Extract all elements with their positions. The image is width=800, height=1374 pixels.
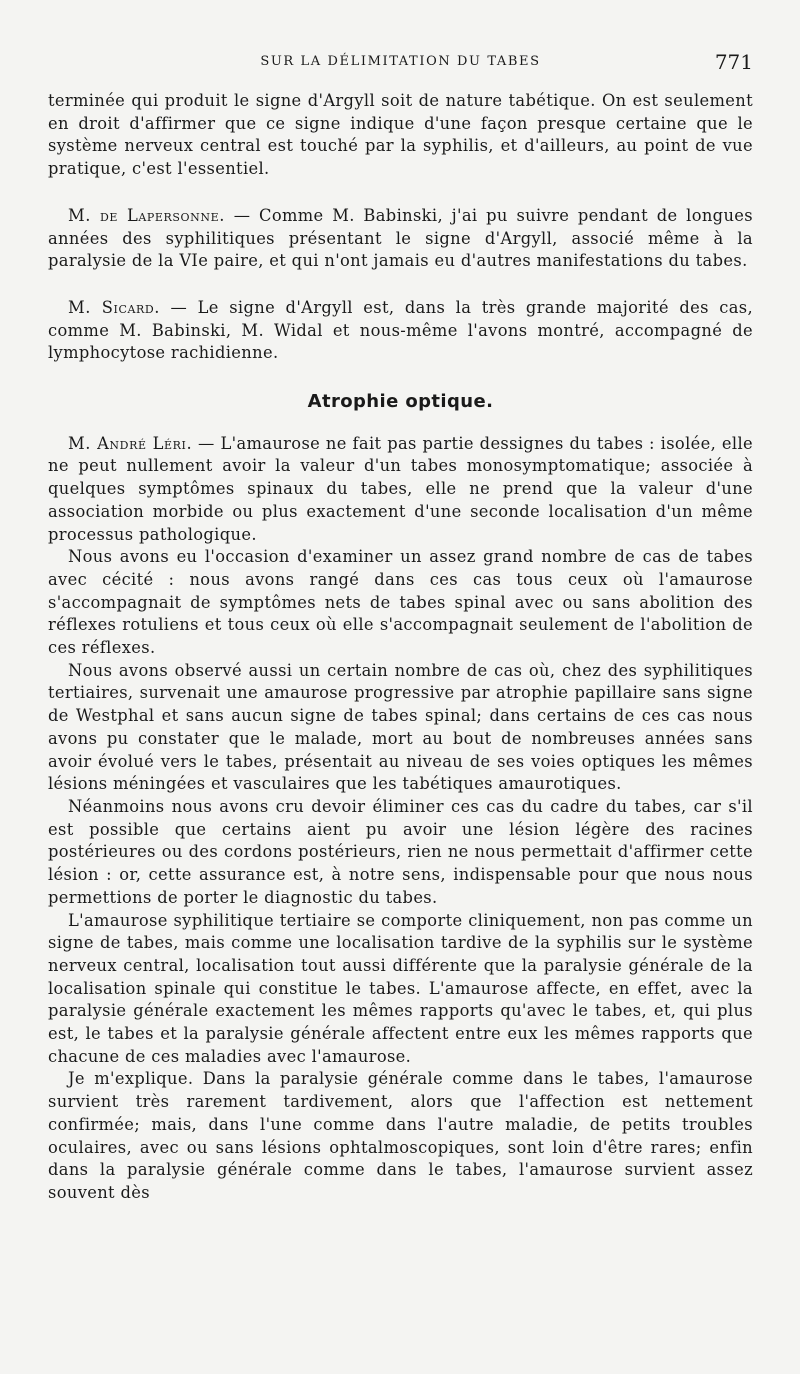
section-heading: Atrophie optique. xyxy=(307,391,494,413)
paragraph-4-text: — L'amaurose ne fait pas partie dessignes du tabes : isolée, elle ne peut nullement avoir la valeur d'un tabes monosymptomatique; associée à quelques symptômes spinaux du tabes, elle ne prend que la valeur d'une association morbide ou plus exactement d'une seconde localisation d'un même processus pathologique. xyxy=(48,433,753,544)
running-head xyxy=(48,50,753,74)
paragraph-5: Nous avons eu l'occasion d'examiner un assez grand nombre de cas de tabes avec cécité : nous avons rangé dans ces cas tous ceux où l'amaurose s'accompagnait de symptômes nets de tabes spinal avec ou sans abolition des réflexes rotuliens et tous ceux où elle s'accompagnait seulement de l'abolition de ces réflexes. xyxy=(48,547,753,658)
page-number: 771 xyxy=(714,50,753,74)
speaker-name: M. André Léri. xyxy=(68,433,193,453)
paragraph-3 xyxy=(48,297,753,365)
paragraph-4 xyxy=(48,433,753,547)
paragraph-7: Néanmoins nous avons cru devoir éliminer ces cas du cadre du tabes, car s'il est possible que certains aient pu avoir une lésion légère des racines postérieures ou des cordons postérieurs, rien ne nous permettait d'affirmer cette lésion : or, cette assurance est, à notre sens, indispensable pour que nous nous permettions de porter le diagnostic du tabes. xyxy=(48,796,753,907)
paragraph-2-text: — Comme M. Babinski, j'ai pu suivre pendant de longues années des syphilitiques présentant le signe d'Argyll, associé même à la paralysie de la VIe paire, et qui n'ont jamais eu d'autres manifestations du tabes. xyxy=(48,205,753,271)
paragraph-6: Nous avons observé aussi un certain nombre de cas où, chez des syphilitiques tertiaires, survenait une amaurose progressive par atrophie papillaire sans signe de Westphal et sans aucun signe de tabes spinal; dans certains de ces cas nous avons pu constater que le malade, mort au bout de nombreuses années sans avoir évolué vers le tabes, présentait au niveau de ses voies optiques les mêmes lésions méningées et vasculaires que les tabétiques amaurotiques. xyxy=(48,660,753,794)
running-title: SUR LA DÉLIMITATION DU TABES xyxy=(260,54,541,69)
body-text xyxy=(48,90,753,1205)
speaker-name: M. Sicard. xyxy=(68,297,161,317)
paragraph-gap xyxy=(48,273,753,297)
paragraph-gap xyxy=(48,181,753,205)
paragraph-9: Je m'explique. Dans la paralysie générale comme dans le tabes, l'amaurose survient très rarement tardivement, alors que l'affection est nettement confirmée; mais, dans l'une comme dans l'autre maladie, de petits troubles oculaires, avec ou sans lésions ophtalmoscopiques, sont loin d'être rares; enfin dans la paralysie générale comme dans le tabes, l'amaurose survient assez souvent dès xyxy=(48,1069,753,1202)
paragraph-2 xyxy=(48,205,753,273)
speaker-name: M. de Lapersonne. xyxy=(68,205,226,225)
paragraph-3-text: — Le signe d'Argyll est, dans la très grande majorité des cas, comme M. Babinski, M. Widal et nous-même l'avons montré, accompagné de lymphocytose rachidienne. xyxy=(48,297,753,363)
paragraph-8: L'amaurose syphilitique tertiaire se comporte cliniquement, non pas comme un signe de tabes, mais comme une localisation tardive de la syphilis sur le système nerveux central, localisation tout aussi différente que la paralysie générale de la localisation spinale qui constitue le tabes. L'amaurose affecte, en effet, avec la paralysie générale exactement les mêmes rapports qu'avec le tabes, et, qui plus est, le tabes et la paralysie générale affectent entre eux les mêmes rapports que chacune de ces maladies avec l'amaurose. xyxy=(48,910,753,1066)
paragraph-1: terminée qui produit le signe d'Argyll soit de nature tabétique. On est seulement en droit d'affirmer que ce signe indique d'une façon presque certaine que le système nerveux central est touché par la syphilis, et d'ailleurs, au point de vue pratique, c'est l'essentiel. xyxy=(48,91,753,179)
